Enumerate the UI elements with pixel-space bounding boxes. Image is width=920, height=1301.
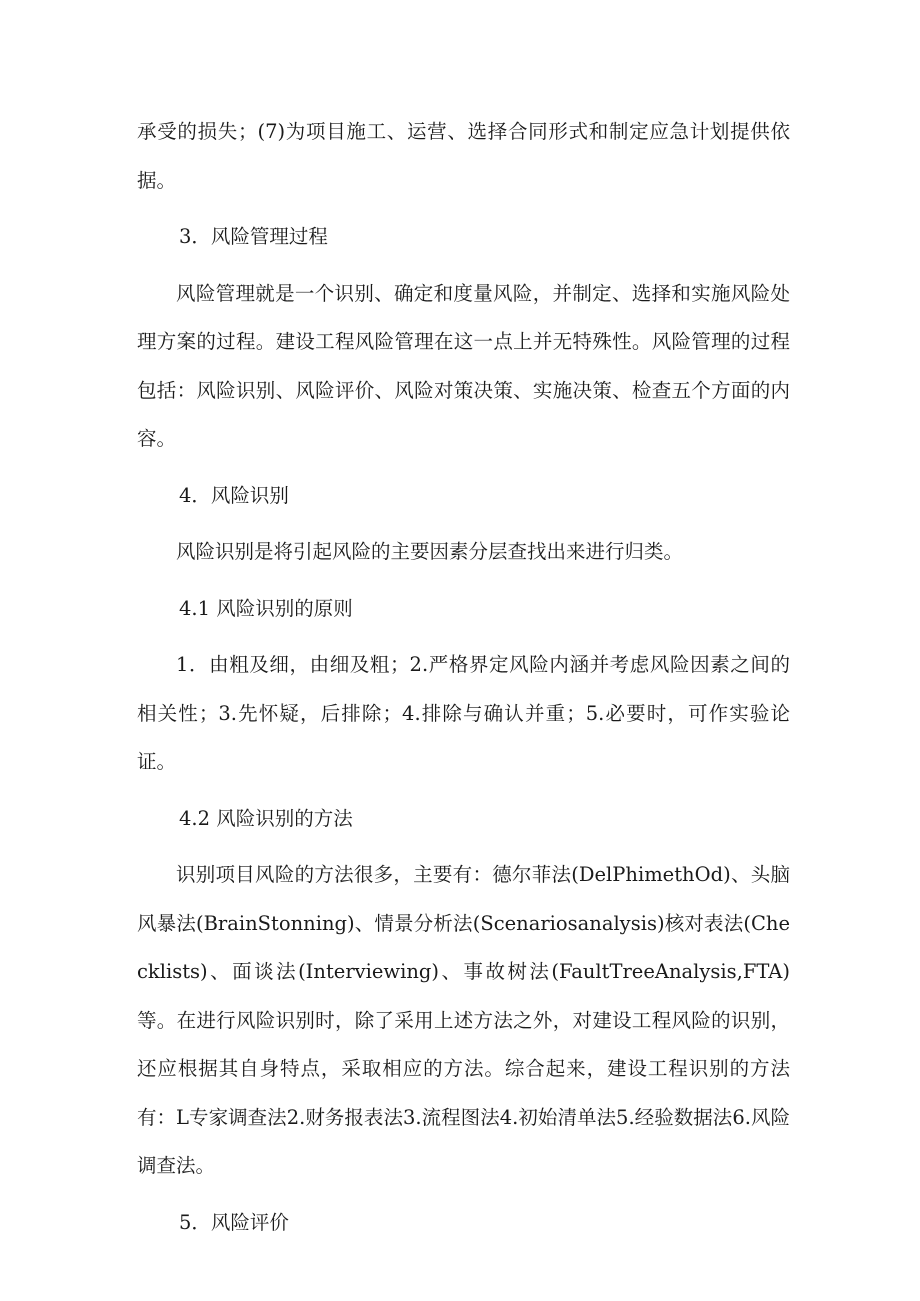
heading-identification-methods: 4.2 风险识别的方法 [179,806,353,830]
paragraph-risk-management-definition: 风险管理就是一个识别、确定和度量风险，并制定、选择和实施风险处理方案的过程。建设工程风险管理在这一点上并无特殊性。风险管理的过程包括：风险识别、风险评价、风险对策决策、实施决策、检查五个方面的内容。 [137,281,790,450]
spacer [137,577,790,585]
heading-risk-management-process: 3．风险管理过程 [179,225,328,248]
heading-identification-principles: 4.1 风险识别的原则 [179,596,353,620]
spacer [137,787,790,795]
heading-risk-identification: 4．风险识别 [179,483,289,507]
paragraph-loss-continuation: 承受的损失；(7)为项目施工、运营、选择合同形式和制定应急计划提供依据。 [137,120,790,192]
spacer [137,464,790,472]
spacer [137,1191,790,1199]
spacer [137,205,790,213]
heading-risk-evaluation: 5．风险评价 [179,1210,289,1234]
spacer [137,262,790,270]
spacer [137,520,790,528]
paragraph-risk-identification-definition: 风险识别是将引起风险的主要因素分层查找出来进行归类。 [176,540,684,563]
paragraph-identification-principles: 1．由粗及细，由细及粗；2.严格界定风险内涵并考虑风险因素之间的相关性；3.先怀疑，后排除；4.排除与确认并重；5.必要时，可作实验论证。 [137,653,790,773]
paragraph-identification-methods: 识别项目风险的方法很多，主要有：德尔菲法(DelPhimethOd)、头脑风暴法(BrainStonning)、情景分析法(Scenariosanalysis)核对表法(Checklists)、面谈法(Interviewing)、事故树法(FaultTreeAnalysis,FTA)等。在进行风险识别时，除了采用上述方法之外，对建设工程风险的识别，还应根据其自身特点，采取相应的方法。综合起来，建设工程识别的方法有：L专家调查法2.财务报表法3.流程图法4.初始清单法5.经验数据法6.风险调查法。 [137,863,790,1177]
spacer [137,843,790,851]
spacer [137,633,790,641]
